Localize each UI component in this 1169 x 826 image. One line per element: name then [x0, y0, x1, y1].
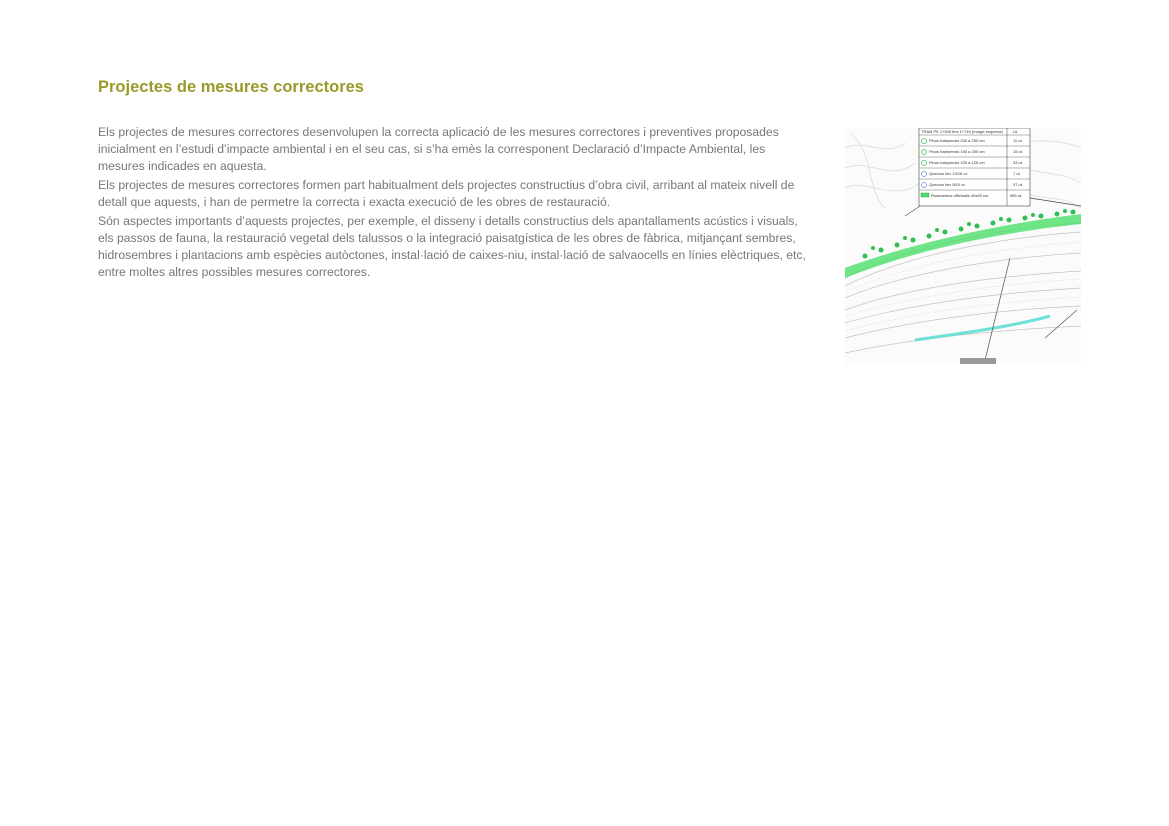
legend-header-label: TRAM PK 1+545 fins 1+740 (marge esquerra) [921, 129, 1003, 134]
page-title: Projectes de mesures correctores [98, 78, 364, 96]
paragraph-intro: Els projectes de mesures correctores desenvolupen la correcta aplicació de les mesures correctores i preventives proposades inicialment en l’estudi d’impacte ambiental i en el seu cas, si s’ha emès la corresponent Declaració d’Impacte Ambiental, les mesures indicades en aquesta. [98, 125, 779, 173]
legend-row-label: Pinus halepensis 100 a 125 cm [929, 160, 985, 165]
legend-row-value: 15 ut. [1013, 149, 1024, 154]
restoration-plan-figure [845, 128, 1081, 364]
body-text [98, 124, 810, 283]
legend-row-label: Pinus halepensis 200 a 250 cm [929, 138, 985, 143]
legend-row-value: 989 ut. [1010, 193, 1023, 198]
paragraph-civil-works: Els projectes de mesures correctores formen part habitualment dels projectes constructius d’obra civil, arribant al mateix nivell de detall que aquests, i han de permetre la correcta i exacta execució de les obres de restauració. [98, 178, 795, 209]
planting-legend-table [919, 128, 1030, 206]
legend-row-value: 33 ut. [1013, 160, 1024, 165]
legend-row-label: Rosmarinus officinalis 40x60 cm [931, 193, 989, 198]
paragraph-aspects: Són aspectes importants d’aquests projectes, per exemple, el disseny i detalls constructius dels apantallaments acústics i visuals, els passos de fauna, la restauració vegetal dels talussos o la integració paisatgística de les obres de fàbrica, mitjançant sembres, hidrosembres i plantacions amb espècies autòctones, instal·lació de caixes-niu, instal·lació de salvaocells en línies elèctriques, etc, entre moltes altres possibles mesures correctores. [98, 214, 806, 279]
legend-row-value: 11 ut. [1013, 138, 1023, 143]
legend-row-value: 37 ut. [1013, 182, 1024, 187]
legend-row-label: Quercus ilex 10/16 cc [929, 171, 968, 176]
restoration-plan-drawing [845, 128, 1081, 364]
legend-row-label: Quercus ilex 8/10 cc [929, 182, 966, 187]
legend-row-label: Pinus halepensis 150 a 200 cm [929, 149, 985, 154]
legend-row-value: 7 ut. [1013, 171, 1021, 176]
legend-header-value: Ut. [1013, 129, 1019, 134]
